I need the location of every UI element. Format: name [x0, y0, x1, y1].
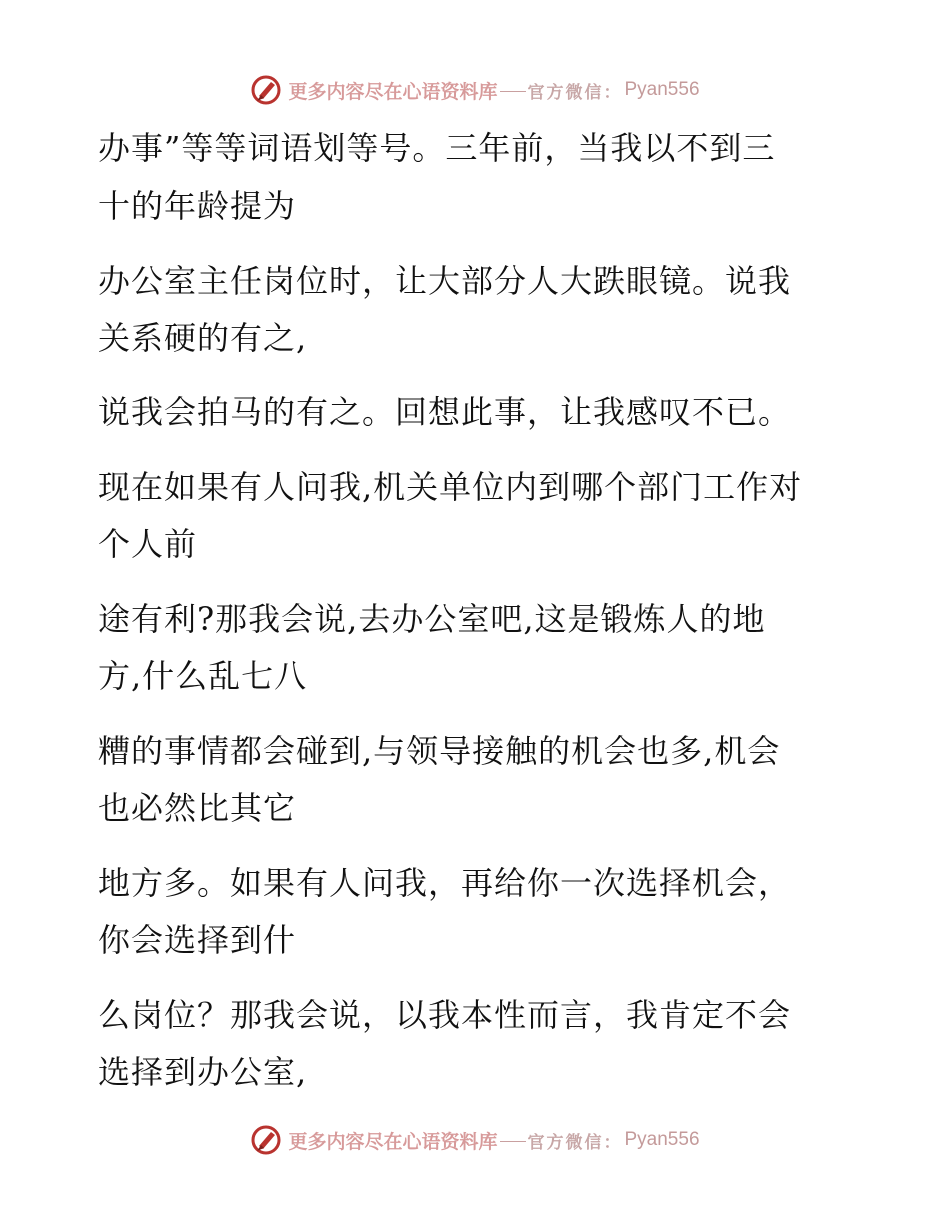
text-line: 选择到办公室,	[98, 1053, 308, 1091]
logo-icon	[250, 74, 282, 106]
text-line: 办公室主任岗位时，让大部分人大跌眼镜。说我	[98, 262, 792, 300]
text-line: 说我会拍马的有之。回想此事，让我感叹不已。	[98, 393, 792, 431]
banner-wechat-id: Pyan556	[624, 79, 700, 100]
text-line: 糟的事情都会碰到,与领导接触的机会也多,机会	[98, 732, 781, 770]
text-line: 么岗位？那我会说，以我本性而言，我肯定不会	[98, 996, 792, 1034]
banner-wechat-id: Pyan556	[624, 1129, 700, 1150]
banner-wechat-label: 官方微信：	[527, 82, 623, 103]
header-banner	[0, 70, 950, 110]
logo-icon	[250, 1124, 282, 1156]
banner-divider	[500, 91, 526, 92]
text-line: 途有利?那我会说,去办公室吧,这是锻炼人的地	[98, 600, 766, 638]
banner-main-text: 更多内容尽在心语资料库	[288, 1130, 498, 1153]
text-line: 十的年龄提为	[98, 187, 297, 225]
banner-wechat-label: 官方微信：	[527, 1132, 623, 1153]
text-line: 办事”等等词语划等号。三年前，当我以不到三	[98, 129, 776, 167]
text-line: 也必然比其它	[98, 789, 297, 827]
text-line: 你会选择到什	[98, 921, 297, 959]
footer-banner	[0, 1120, 950, 1160]
banner-main-text: 更多内容尽在心语资料库	[288, 80, 498, 103]
banner-divider	[500, 1141, 526, 1142]
text-line: 方,什么乱七八	[98, 657, 308, 695]
text-line: 现在如果有人问我,机关单位内到哪个部门工作对	[98, 468, 803, 506]
text-line: 关系硬的有之,	[98, 319, 308, 357]
text-line: 地方多。如果有人问我，再给你一次选择机会，	[98, 864, 792, 902]
text-line: 个人前	[98, 525, 198, 563]
